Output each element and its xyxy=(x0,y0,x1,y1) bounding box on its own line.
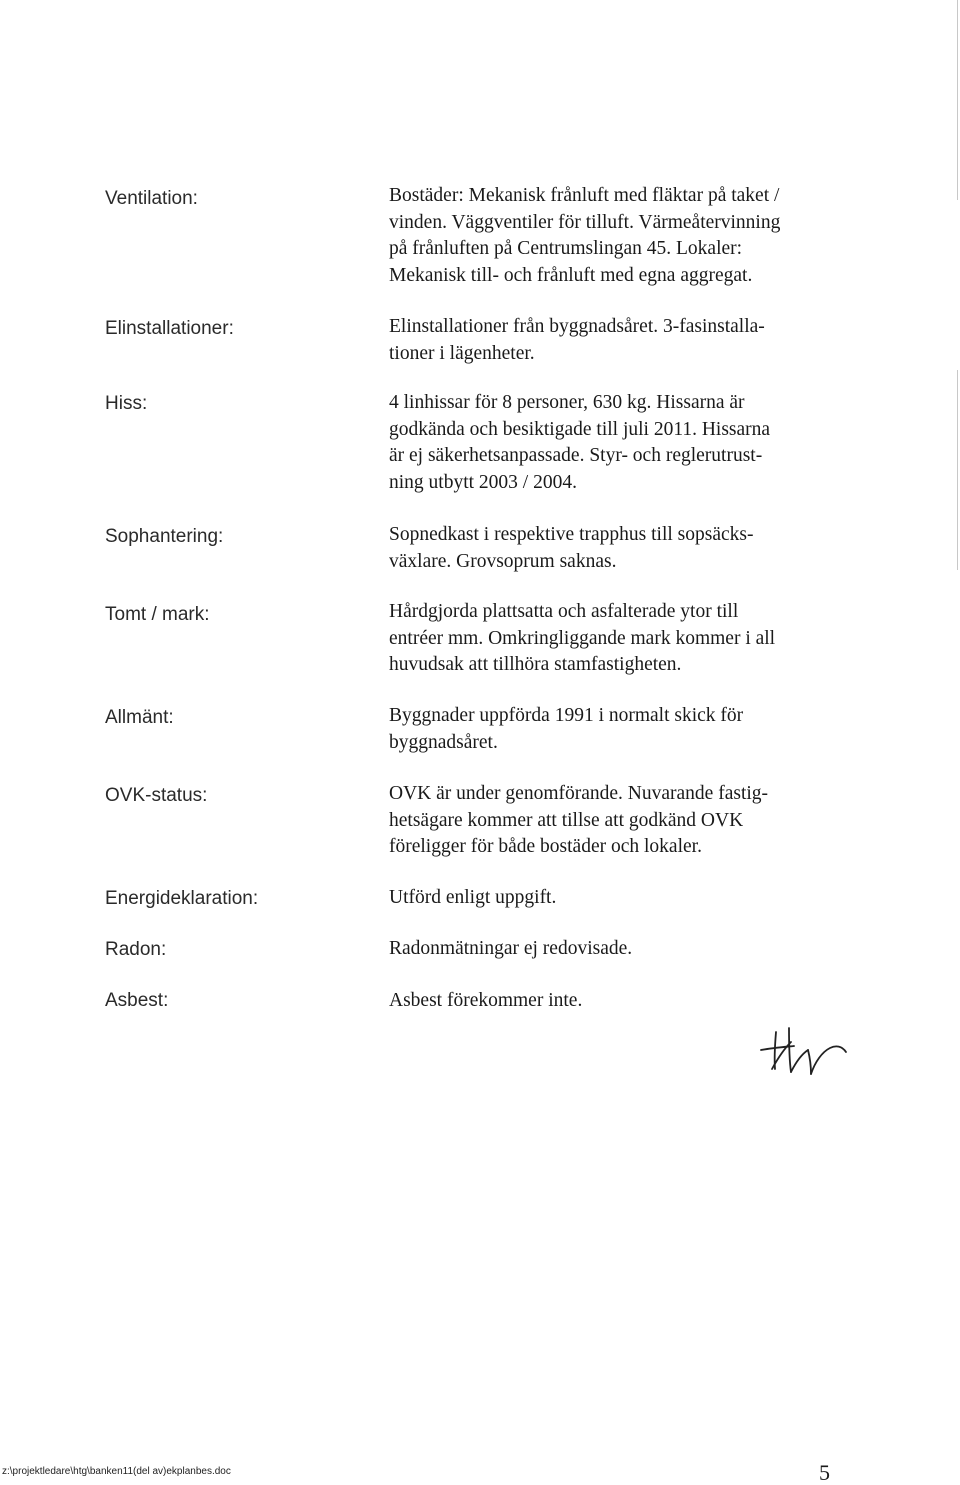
value-ventilation xyxy=(389,183,839,289)
label-hiss: Hiss: xyxy=(105,393,148,414)
label-radon: Radon: xyxy=(105,939,167,960)
label-elinstallationer: Elinstallationer: xyxy=(105,318,234,339)
value-line: entréer mm. Omkringliggande mark kommer i all xyxy=(389,627,776,649)
value-line: 4 linhissar för 8 personer, 630 kg. Hissarna är xyxy=(389,392,745,413)
value-line: Radonmätningar ej redovisade. xyxy=(389,938,633,959)
scan-margin-line xyxy=(957,370,958,570)
value-asbest xyxy=(389,988,839,1015)
value-line: Hårdgjorda plattsatta och asfalterade ytor till xyxy=(389,601,739,622)
value-line: hetsägare kommer att tillse att godkänd OVK xyxy=(389,809,744,831)
value-line: Sopnedkast i respektive trapphus till sopsäcks- xyxy=(389,524,754,545)
value-line: föreligger för både bostäder och lokaler. xyxy=(389,836,702,857)
value-line: Bostäder: Mekanisk frånluft med fläktar på taket / xyxy=(389,185,780,206)
label-ventilation: Ventilation: xyxy=(105,188,198,209)
value-line: byggnadsåret. xyxy=(389,731,498,753)
value-line: huvudsak att tillhöra stamfastigheten. xyxy=(389,654,682,675)
footer-file-path: z:\projektledare\htg\banken11(del av)ekplanbes.doc xyxy=(2,1466,231,1477)
value-allmant xyxy=(389,703,839,756)
value-tomt-mark xyxy=(389,599,839,679)
value-line: godkända och besiktigade till juli 2011. Hissarna xyxy=(389,418,771,440)
scan-margin-line xyxy=(957,0,958,200)
value-energideklaration xyxy=(389,885,839,912)
label-ovk-status: OVK-status: xyxy=(105,785,208,806)
value-line: vinden. Väggventiler för tilluft. Värmeåtervinning xyxy=(389,211,781,233)
label-tomt-mark: Tomt / mark: xyxy=(105,604,210,625)
value-line: växlare. Grovsoprum saknas. xyxy=(389,550,617,572)
value-line: Asbest förekommer inte. xyxy=(389,990,583,1011)
value-line: på frånluften på Centrumslingan 45. Lokaler: xyxy=(389,238,743,259)
label-allmant: Allmänt: xyxy=(105,707,174,728)
page-number: 5 xyxy=(819,1460,830,1485)
value-line: Utförd enligt uppgift. xyxy=(389,887,557,908)
value-line: OVK är under genomförande. Nuvarande fastig- xyxy=(389,783,769,804)
value-line: Byggnader uppförda 1991 i normalt skick för xyxy=(389,705,744,726)
label-energideklaration: Energideklaration: xyxy=(105,888,259,909)
value-line: Mekanisk till- och frånluft med egna aggregat. xyxy=(389,264,753,286)
label-asbest: Asbest: xyxy=(105,990,169,1011)
value-radon xyxy=(389,936,839,963)
value-hiss xyxy=(389,390,839,496)
value-line: ning utbytt 2003 / 2004. xyxy=(389,471,577,493)
handwritten-initials-signature xyxy=(758,1022,868,1082)
value-ovk-status xyxy=(389,781,839,861)
value-sophantering xyxy=(389,522,839,575)
label-sophantering: Sophantering: xyxy=(105,526,224,547)
value-line: är ej säkerhetsanpassade. Styr- och reglerutrust- xyxy=(389,445,763,466)
value-elinstallationer xyxy=(389,314,839,367)
value-line: Elinstallationer från byggnadsåret. 3-fasinstalla- xyxy=(389,316,765,337)
value-line: tioner i lägenheter. xyxy=(389,342,535,364)
